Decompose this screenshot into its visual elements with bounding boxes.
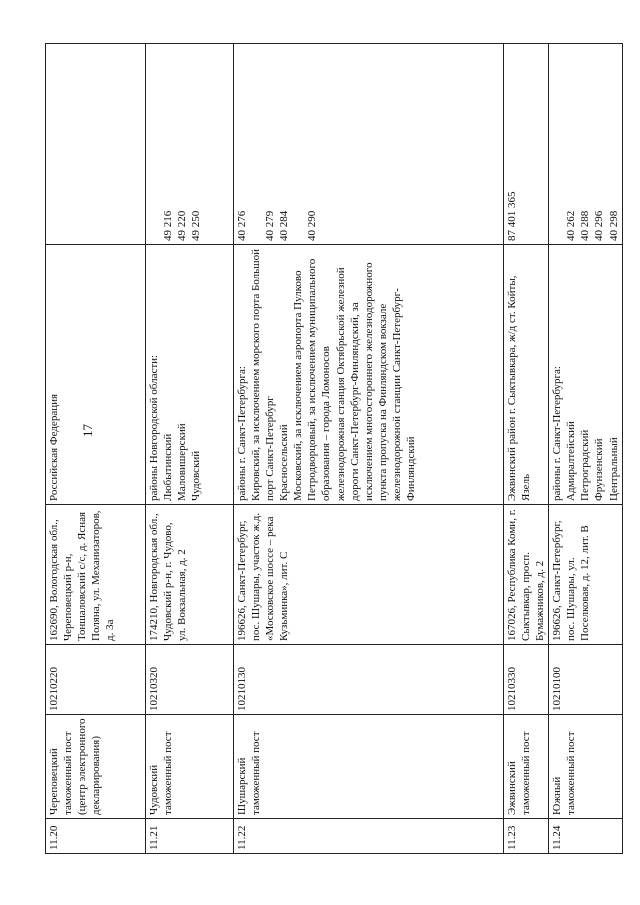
post-name: Чудовский таможенный пост [146,715,234,819]
post-address: 167026, Республика Коми, г. Сыктывкар, просп. Бумажников, д. 2 [504,505,549,645]
post-oktmo: 40 262 40 288 40 296 40 298 [549,44,622,245]
post-name: Эжвинский таможенный пост [504,715,549,819]
post-name: Южный таможенный пост [549,715,622,819]
post-address: 196626, Санкт-Петербург, пос. Шушары, участок ж.д. «Московское шоссе – река Кузьминка», лит. С [234,505,504,645]
customs-posts-table [45,43,623,854]
post-region: Эжвинский район г. Сыктывкара, ж/д ст. Койты, Язель [504,245,549,505]
post-code: 10210100 [549,645,622,715]
post-address: 196626, Санкт-Петербург, пос. Шушары, ул. Поселковая, д. 12, лит. В [549,505,622,645]
post-code: 10210220 [46,645,146,715]
customs-posts-table-container [45,44,620,854]
post-region: районы Новгородской области: Любытинский Маловишерский Чудовский [146,245,234,505]
post-code: 10210130 [234,645,504,715]
table-row [234,44,504,854]
row-number: 11.22 [234,819,504,854]
row-number: 11.21 [146,819,234,854]
table-row [549,44,622,854]
post-code: 10210320 [146,645,234,715]
post-region: Российская Федерация [46,245,146,505]
row-number: 11.24 [549,819,622,854]
row-number: 11.20 [46,819,146,854]
post-region: районы г. Санкт-Петербурга: Кировский, за исключением морского порта Большой порт Санкт-Петербург Красносельский Московский, за исключением аэропорта Пулково Петродворцовый, за исключением муниципального образования – города Ломоносов железнодорожная станция Октябрьской железной дороги Санкт-Петербург-Финляндский, за исключением многостороннего железнодорожного пункта пропуска на Финляндском вокзале железнодорожной станции Санкт-Петербург-Финляндский [234,245,504,505]
post-oktmo [46,44,146,245]
post-address: 162690, Вологодская обл., Череповецкий р-н, Тоншаловский с/с, д. Ясная Поляна, ул. Механизаторов, д. 3а [46,505,146,645]
post-oktmo: 87 401 365 [504,44,549,245]
rotated-page-content [45,44,620,854]
table-row [504,44,549,854]
post-address: 174210, Новгородская обл., Чудовский р-н, г. Чудово, ул. Вокзальная, д. 2 [146,505,234,645]
table-row [146,44,234,854]
post-oktmo: 40 276 40 279 40 284 40 290 [234,44,504,245]
table-row [46,44,146,854]
post-oktmo: 49 216 49 220 49 250 [146,44,234,245]
row-number: 11.23 [504,819,549,854]
post-name: Череповецкий таможенный пост (центр электронного декларирования) [46,715,146,819]
post-name: Шушарский таможенный пост [234,715,504,819]
page-number: 17 [80,424,95,437]
post-code: 10210330 [504,645,549,715]
post-region: районы г. Санкт-Петербурга: Адмиралтейский Петроградский Фрунзенский Центральный [549,245,622,505]
